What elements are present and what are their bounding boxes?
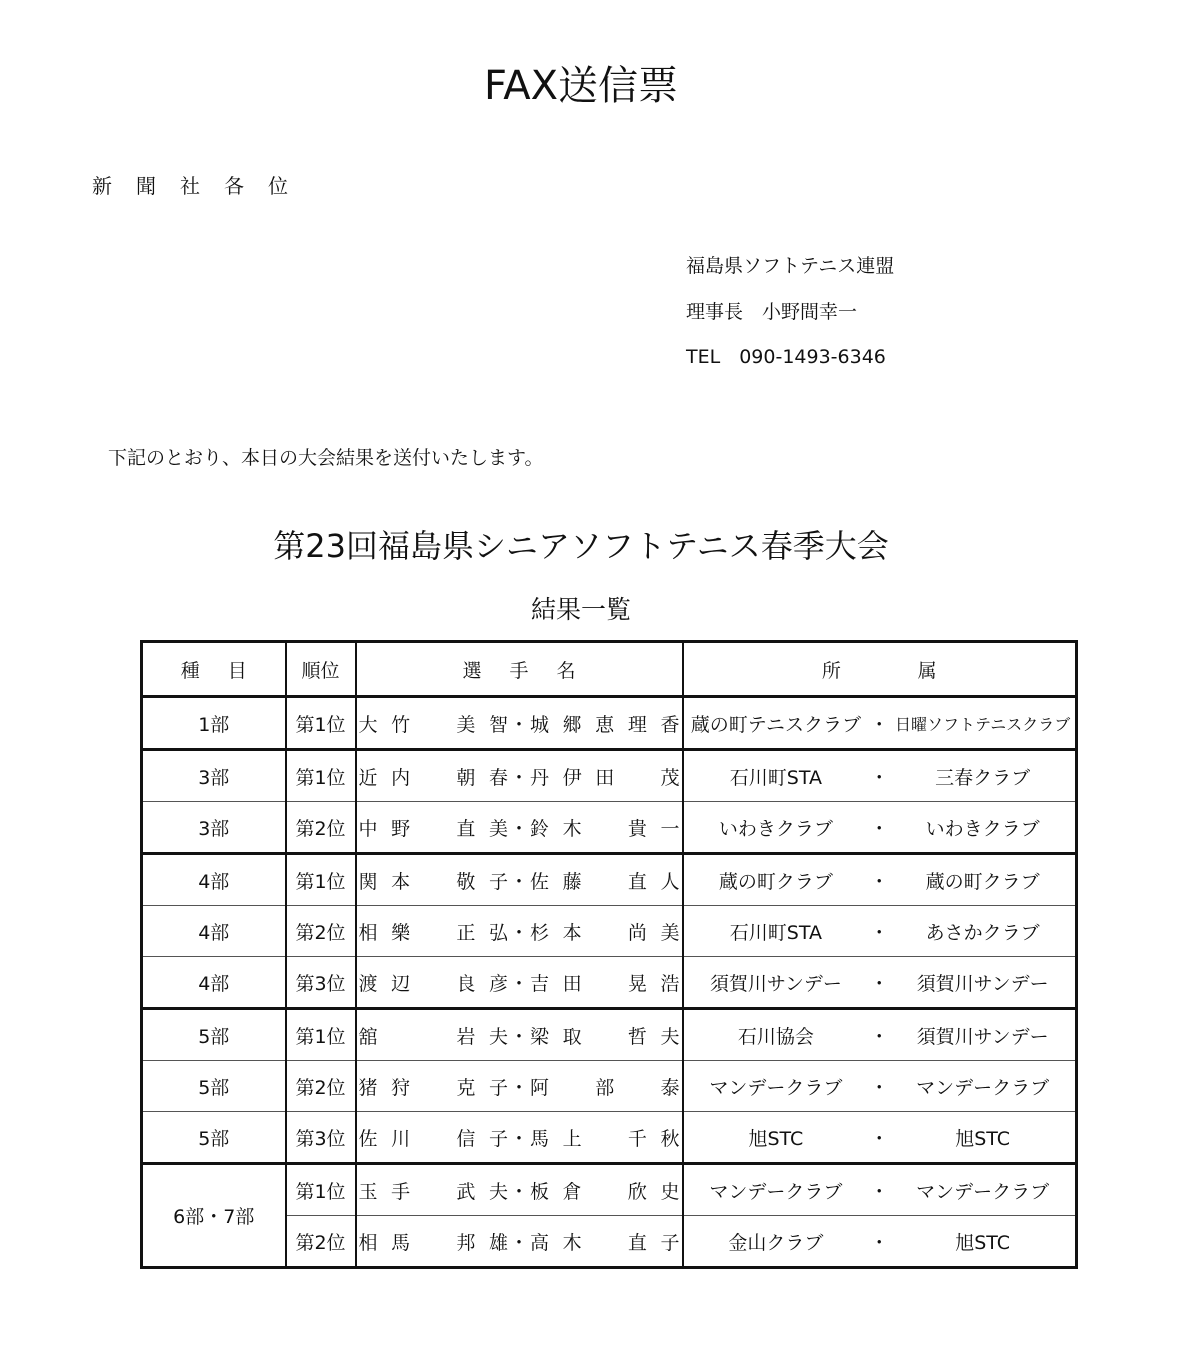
document-title: FAX送信票 bbox=[483, 63, 679, 109]
player-2-name: 馬 上 千 秋 bbox=[530, 1127, 680, 1150]
players-cell bbox=[356, 1061, 683, 1112]
club-1: マンデークラブ bbox=[709, 1076, 843, 1099]
club-cell bbox=[683, 1061, 1077, 1112]
club-1: 蔵の町クラブ bbox=[718, 870, 833, 893]
player-1-name: 猪 狩 克 子 bbox=[358, 1076, 508, 1099]
club-2: 須賀川サンデー bbox=[916, 972, 1049, 995]
club-2: マンデークラブ bbox=[916, 1180, 1050, 1203]
results-table bbox=[140, 640, 1078, 1269]
player-2-name: 吉 田 晃 浩 bbox=[530, 972, 680, 995]
separator-dot: ・ bbox=[509, 766, 529, 789]
club-1: 石川町STA bbox=[729, 766, 822, 789]
players-cell bbox=[356, 906, 683, 957]
sender-telephone: TEL 090-1493-6346 bbox=[686, 346, 886, 368]
separator-dot: ・ bbox=[869, 766, 889, 789]
club-2: 須賀川サンデー bbox=[916, 1025, 1049, 1048]
rank-cell: 第3位 bbox=[286, 957, 356, 1009]
rank-cell: 第1位 bbox=[286, 1009, 356, 1061]
club-cell bbox=[683, 802, 1077, 854]
player-1-name: 玉 手 武 夫 bbox=[358, 1180, 508, 1203]
category-cell: 1部 bbox=[142, 697, 286, 750]
separator-dot: ・ bbox=[509, 713, 529, 736]
table-row bbox=[142, 906, 1077, 957]
table-row bbox=[142, 1009, 1077, 1061]
player-1-name: 相 馬 邦 雄 bbox=[358, 1231, 508, 1254]
players-cell bbox=[356, 802, 683, 854]
players-cell bbox=[356, 1164, 683, 1216]
separator-dot: ・ bbox=[869, 1025, 889, 1048]
player-2-name: 梁 取 哲 夫 bbox=[530, 1025, 680, 1048]
separator-dot: ・ bbox=[509, 1025, 529, 1048]
player-2-name: 城 郷 恵 理 香 bbox=[530, 713, 680, 736]
club-1: 須賀川サンデー bbox=[709, 972, 842, 995]
club-2: 旭STC bbox=[955, 1231, 1011, 1254]
club-cell bbox=[683, 1164, 1077, 1216]
player-1-name: 関 本 敬 子 bbox=[358, 870, 508, 893]
category-cell: 4部 bbox=[142, 957, 286, 1009]
table-row bbox=[142, 1164, 1077, 1216]
player-1-name: 近 内 朝 春 bbox=[358, 766, 508, 789]
club-cell bbox=[683, 957, 1077, 1009]
players-cell bbox=[356, 1112, 683, 1164]
player-1-name: 渡 辺 良 彦 bbox=[358, 972, 508, 995]
player-2-name: 阿 部 泰 bbox=[530, 1076, 680, 1099]
player-2-name: 杉 本 尚 美 bbox=[530, 921, 680, 944]
player-1-name: 佐 川 信 子 bbox=[358, 1127, 508, 1150]
player-2-name: 高 木 直 子 bbox=[530, 1231, 680, 1254]
player-2-name: 佐 藤 直 人 bbox=[530, 870, 680, 893]
club-1: 金山クラブ bbox=[728, 1231, 824, 1254]
intro-text: 下記のとおり、本日の大会結果を送付いたします。 bbox=[108, 447, 544, 469]
table-row bbox=[142, 1061, 1077, 1112]
club-cell bbox=[683, 906, 1077, 957]
category-cell: 5部 bbox=[142, 1112, 286, 1164]
separator-dot: ・ bbox=[869, 1076, 889, 1099]
separator-dot: ・ bbox=[869, 921, 889, 944]
table-row bbox=[142, 1112, 1077, 1164]
category-cell: 5部 bbox=[142, 1061, 286, 1112]
players-cell bbox=[356, 750, 683, 802]
club-2: あさかクラブ bbox=[925, 921, 1040, 944]
club-cell bbox=[683, 697, 1077, 750]
rank-cell: 第2位 bbox=[286, 1216, 356, 1268]
recipient-line: 新聞社各位 bbox=[92, 174, 312, 198]
category-cell: 3部 bbox=[142, 750, 286, 802]
club-cell bbox=[683, 750, 1077, 802]
rank-cell: 第1位 bbox=[286, 750, 356, 802]
separator-dot: ・ bbox=[869, 713, 889, 736]
player-2-name: 鈴 木 貴 一 bbox=[530, 817, 680, 840]
players-cell bbox=[356, 1216, 683, 1268]
separator-dot: ・ bbox=[509, 1231, 529, 1254]
separator-dot: ・ bbox=[869, 1231, 889, 1254]
separator-dot: ・ bbox=[869, 1180, 889, 1203]
category-cell: 3部 bbox=[142, 802, 286, 854]
separator-dot: ・ bbox=[509, 972, 529, 995]
player-1-name: 相 樂 正 弘 bbox=[358, 921, 508, 944]
rank-cell: 第1位 bbox=[286, 1164, 356, 1216]
club-1: 石川協会 bbox=[737, 1025, 814, 1048]
rank-cell: 第1位 bbox=[286, 854, 356, 906]
separator-dot: ・ bbox=[869, 817, 889, 840]
table-row bbox=[142, 697, 1077, 750]
results-subtitle: 結果一覧 bbox=[530, 595, 631, 624]
player-2-name: 丹 伊 田 茂 bbox=[530, 766, 680, 789]
category-cell: 6部・7部 bbox=[142, 1164, 286, 1268]
club-2: 旭STC bbox=[955, 1127, 1011, 1150]
header-category: 種目 bbox=[142, 642, 286, 697]
separator-dot: ・ bbox=[509, 817, 529, 840]
club-1: マンデークラブ bbox=[709, 1180, 843, 1203]
club-1: いわきクラブ bbox=[718, 817, 833, 840]
club-cell bbox=[683, 1216, 1077, 1268]
separator-dot: ・ bbox=[509, 1180, 529, 1203]
players-cell bbox=[356, 1009, 683, 1061]
club-2: マンデークラブ bbox=[916, 1076, 1050, 1099]
header-rank: 順位 bbox=[286, 642, 356, 697]
rank-cell: 第2位 bbox=[286, 802, 356, 854]
header-club: 所 属 bbox=[683, 642, 1077, 697]
sender-chairman: 理事長 小野間幸一 bbox=[686, 301, 858, 323]
separator-dot: ・ bbox=[869, 870, 889, 893]
club-cell bbox=[683, 854, 1077, 906]
player-1-name: 舘 岩 夫 bbox=[358, 1025, 508, 1048]
player-1-name: 大 竹 美 智 bbox=[358, 713, 508, 736]
separator-dot: ・ bbox=[869, 1127, 889, 1150]
table-row bbox=[142, 854, 1077, 906]
club-1: 蔵の町テニスクラブ bbox=[690, 713, 861, 736]
club-2: 日曜ソフトテニスクラブ bbox=[894, 714, 1071, 734]
table-row bbox=[142, 750, 1077, 802]
rank-cell: 第1位 bbox=[286, 697, 356, 750]
category-cell: 5部 bbox=[142, 1009, 286, 1061]
table-row bbox=[142, 802, 1077, 854]
club-2: 蔵の町クラブ bbox=[925, 870, 1040, 893]
players-cell bbox=[356, 697, 683, 750]
club-1: 旭STC bbox=[748, 1127, 804, 1150]
table-header-row bbox=[142, 642, 1077, 697]
club-2: 三春クラブ bbox=[935, 766, 1031, 789]
separator-dot: ・ bbox=[509, 870, 529, 893]
event-title: 第23回福島県シニアソフトテニス春季大会 bbox=[273, 527, 889, 565]
category-cell: 4部 bbox=[142, 854, 286, 906]
category-cell: 4部 bbox=[142, 906, 286, 957]
separator-dot: ・ bbox=[509, 1076, 529, 1099]
club-cell bbox=[683, 1112, 1077, 1164]
player-2-name: 板 倉 欣 史 bbox=[530, 1180, 680, 1203]
club-2: いわきクラブ bbox=[925, 817, 1040, 840]
rank-cell: 第2位 bbox=[286, 1061, 356, 1112]
separator-dot: ・ bbox=[869, 972, 889, 995]
club-cell bbox=[683, 1009, 1077, 1061]
rank-cell: 第3位 bbox=[286, 1112, 356, 1164]
separator-dot: ・ bbox=[509, 1127, 529, 1150]
header-players: 選手名 bbox=[356, 642, 683, 697]
rank-cell: 第2位 bbox=[286, 906, 356, 957]
sender-organization: 福島県ソフトテニス連盟 bbox=[686, 255, 895, 277]
separator-dot: ・ bbox=[509, 921, 529, 944]
players-cell bbox=[356, 957, 683, 1009]
player-1-name: 中 野 直 美 bbox=[358, 817, 508, 840]
club-1: 石川町STA bbox=[729, 921, 822, 944]
table-row bbox=[142, 957, 1077, 1009]
players-cell bbox=[356, 854, 683, 906]
